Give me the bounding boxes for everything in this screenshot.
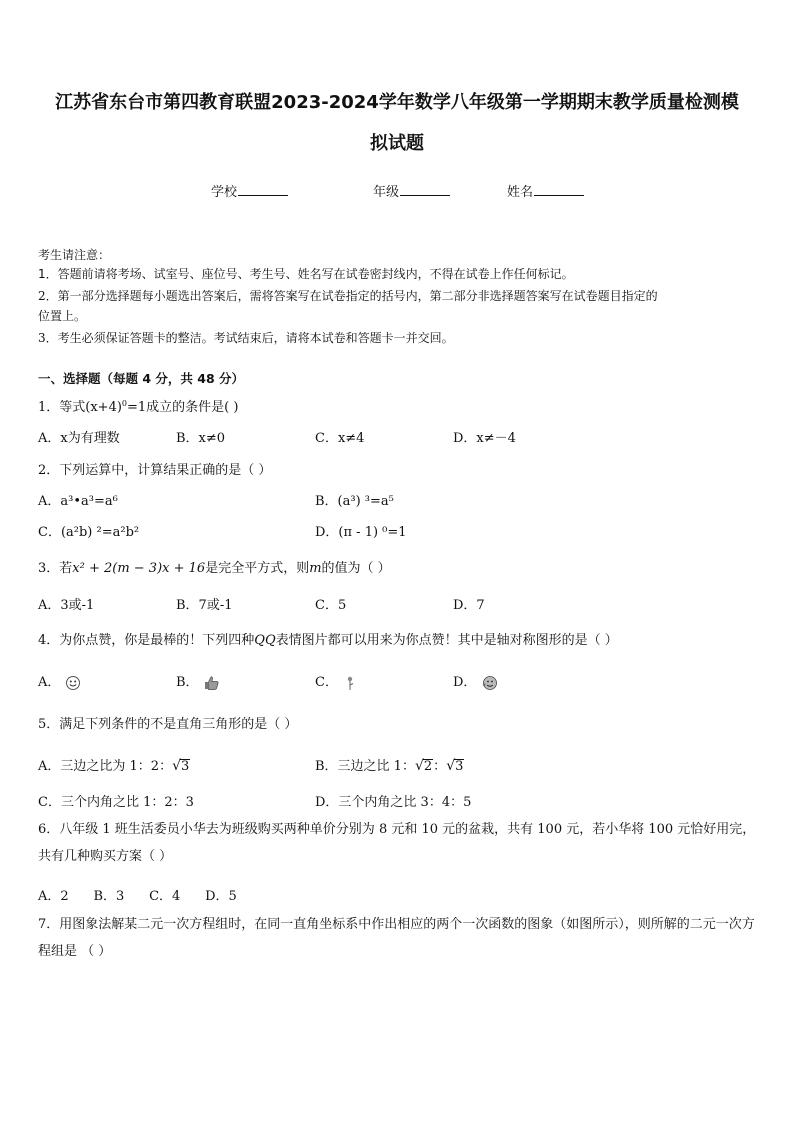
q1-option-a[interactable]: A．x为有理数 <box>38 431 120 446</box>
q1-stem-a: 1．等式(x+4) <box>38 400 122 415</box>
question-1-stem <box>38 396 238 415</box>
q3-stem-a: 3．若 <box>38 561 73 576</box>
q3-option-b[interactable]: B．7或-1 <box>176 598 233 613</box>
q4-option-b[interactable] <box>176 671 221 691</box>
q2-option-c[interactable]: C．(a²b) ²=a²b² <box>38 525 140 540</box>
question-5-stem: 5．满足下列条件的不是直角三角形的是（ ） <box>38 717 298 732</box>
q4-qq: QQ <box>254 633 276 648</box>
q5-option-b-text: B．三边之比 1： <box>315 759 415 774</box>
q3-option-a[interactable]: A．3或-1 <box>38 598 95 613</box>
question-2-stem: 2．下列运算中，计算结果正确的是（ ） <box>38 463 272 478</box>
q5-option-c[interactable]: C．三个内角之比 1：2：3 <box>38 795 194 810</box>
q6-options[interactable]: A．2 B．3 C．4 D．5 <box>38 889 237 904</box>
q5-b-radicand-2: 3 <box>455 759 464 774</box>
name-label: 姓名 <box>507 185 534 200</box>
smiley-face-icon <box>65 675 81 691</box>
q5-option-a-text: A．三边之比为 1：2： <box>38 759 173 774</box>
q4-option-a-label: A． <box>38 675 61 690</box>
grade-label: 年级 <box>373 185 400 200</box>
sqrt-symbol: √ <box>446 758 456 774</box>
school-blank[interactable] <box>238 183 288 196</box>
notice-item-2a: 2．第一部分选择题每小题选出答案后，需将答案写在试卷指定的括号内，第二部分非选择题答案写在试卷题目指定的 <box>38 289 658 303</box>
q1-option-b[interactable]: B．x≠0 <box>176 431 226 446</box>
q4-option-d[interactable] <box>453 671 499 691</box>
q4-option-d-label: D． <box>453 675 477 690</box>
exam-title-line2: 拟试题 <box>370 133 424 154</box>
q5-b-separator: ： <box>433 759 447 774</box>
q5-option-a[interactable] <box>38 755 190 774</box>
q4-option-c[interactable] <box>315 671 358 691</box>
q5-option-d[interactable]: D．三个内角之比 3：4：5 <box>315 795 472 810</box>
clapping-face-icon <box>481 675 499 691</box>
q1-option-d[interactable]: D．x≠－4 <box>453 431 516 446</box>
question-4-stem <box>38 629 618 648</box>
q4-stem-b: 表情图片都可以用来为你点赞！其中是轴对称图形的是（ ） <box>275 633 618 648</box>
grade-field <box>373 181 450 200</box>
sqrt-symbol: √ <box>172 758 181 774</box>
section-heading: 一、选择题（每题 4 分，共 48 分） <box>38 371 245 386</box>
q1-exponent: 0 <box>121 399 128 408</box>
question-3-stem <box>38 557 391 576</box>
q5-b-radicand-1: 2 <box>423 759 433 774</box>
q3-expression: x² + 2(m − 3)x + 16 <box>72 561 206 576</box>
exam-title-line1: 江苏省东台市第四教育联盟2023-2024学年数学八年级第一学期期末教学质量检测模 <box>55 92 739 113</box>
sqrt-symbol: √ <box>414 758 424 774</box>
q3-option-d[interactable]: D．7 <box>453 598 485 613</box>
notice-item-3: 3．考生必须保证答题卡的整洁。考试结束后，请将本试卷和答题卡一并交回。 <box>38 331 454 345</box>
q2-option-a[interactable]: A．a³•a³=a⁶ <box>38 494 118 509</box>
school-label: 学校 <box>211 185 238 200</box>
q1-stem-b: =1成立的条件是( ) <box>127 400 239 415</box>
q5-option-b[interactable] <box>315 755 464 774</box>
q3-stem-c: 的值为（ ） <box>321 561 391 576</box>
q3-option-c[interactable]: C．5 <box>315 598 347 613</box>
q4-option-b-label: B． <box>176 675 199 690</box>
q3-stem-b: 是完全平方式，则 <box>205 561 310 576</box>
q4-option-c-label: C． <box>315 675 338 690</box>
q4-option-a[interactable] <box>38 671 81 691</box>
name-blank[interactable] <box>534 183 584 196</box>
q4-stem-a: 4．为你点赞，你是最棒的！下列四种 <box>38 633 255 648</box>
q2-option-d[interactable]: D．(π - 1) ⁰=1 <box>315 525 407 540</box>
school-field <box>211 181 288 200</box>
question-7-stem: 7．用图象法解某二元一次方程组时，在同一直角坐标系中作出相应的两个一次函数的图象（如图所示），则所解的二元一次方程组是 （ ） <box>38 917 755 959</box>
q5-a-radicand: 3 <box>181 759 190 774</box>
notice-item-2b: 位置上。 <box>38 309 87 323</box>
name-field <box>507 181 584 200</box>
grade-blank[interactable] <box>400 183 450 196</box>
notice-heading: 考生请注意： <box>38 248 111 262</box>
rose-flower-icon <box>342 675 358 691</box>
question-6-stem: 6．八年级 1 班生活委员小华去为班级购买两种单价分别为 8 元和 10 元的盆栽，共有 100 元，若小华将 100 元恰好用完，共有几种购买方案（ ） <box>38 822 756 864</box>
notice-item-1: 1．答题前请将考场、试室号、座位号、考生号、姓名写在试卷密封线内，不得在试卷上作任何标记。 <box>38 267 574 281</box>
thumbs-up-icon <box>203 675 221 691</box>
q3-variable: m <box>309 561 322 576</box>
q1-option-c[interactable]: C．x≠4 <box>315 431 365 446</box>
q2-option-b[interactable]: B．(a³) ³=a⁵ <box>315 494 394 509</box>
